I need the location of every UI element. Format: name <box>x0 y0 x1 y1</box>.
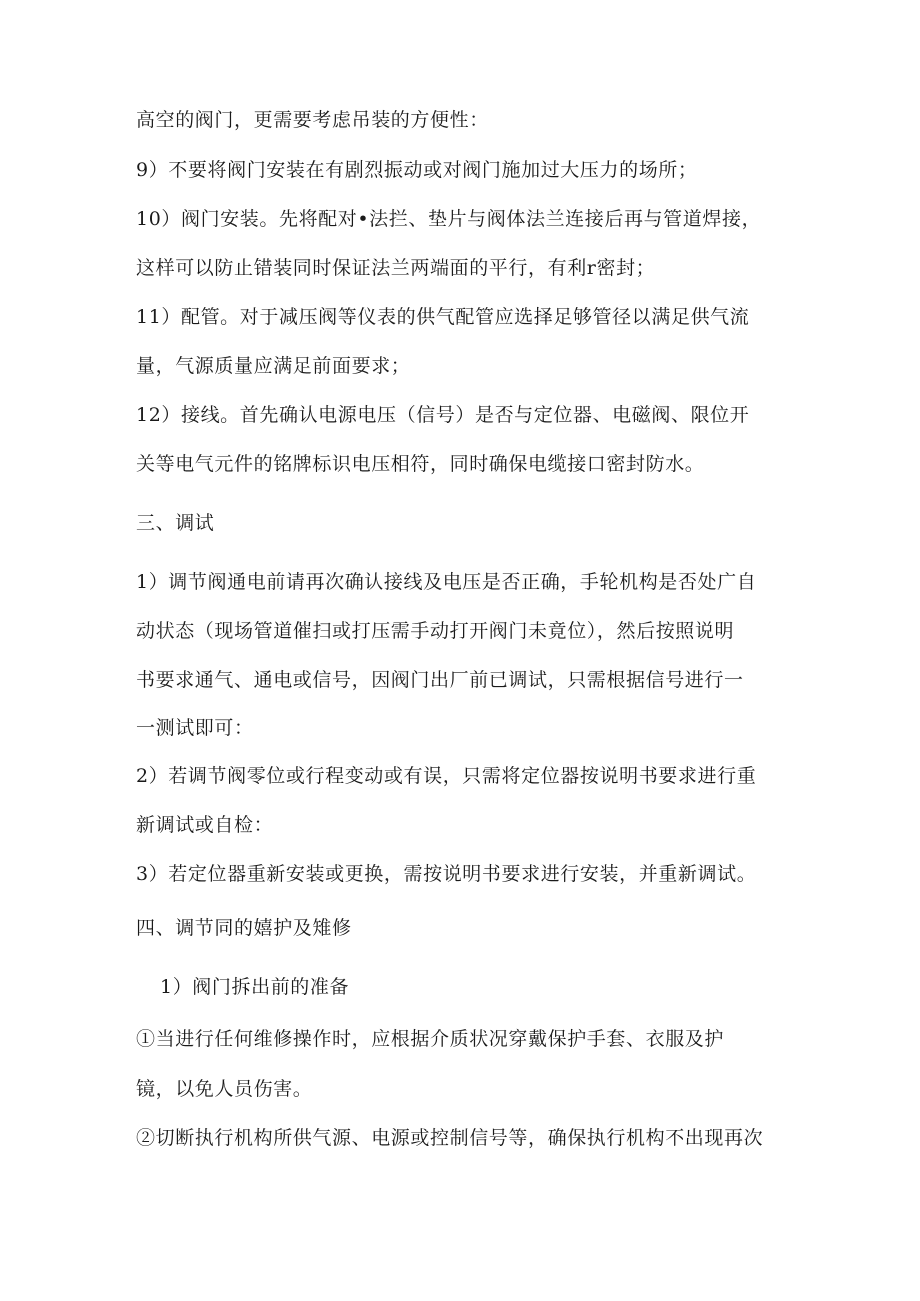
text-line: 一测试即可： <box>136 717 254 739</box>
text-line: 这样可以防止错装同时保证法兰两端面的平行，有利r密封； <box>136 257 656 279</box>
text-line: 11）配管。对于减压阀等仪表的供气配管应选择足够管径以满足供气流 <box>136 306 750 328</box>
text-line: ②切断执行机构所供气源、电源或控制信号等，确保执行机构不出现再次 <box>136 1127 764 1149</box>
text-line: 量，气源质量应满足前面要求； <box>136 355 411 377</box>
text-line: 10）阀门安装。先将配对•法拦、垫片与阀体法兰连接后再与管道焊接， <box>136 208 762 230</box>
section-heading: 三、调试 <box>136 512 215 534</box>
text-line: 书要求通气、通电或信号，因阀门出厂前已调试，只需根据信号进行一 <box>136 669 744 691</box>
text-line: 动状态（现场管道催扫或打压需手动打开阀门未竟位），然后按照说明 <box>136 620 735 642</box>
text-line: 镜，以免人员伤害。 <box>136 1078 313 1100</box>
section-heading: 四、调节同的嬉护及雉修 <box>136 917 352 939</box>
text-line: 1）调节阀通电前请再次确认接线及电压是否正确，手轮机构是否处广自 <box>136 571 757 593</box>
text-line: 2）若调节阀零位或行程变动或有误，只需将定位器按说明书要求进行重 <box>136 765 757 787</box>
text-line: 新调试或自检： <box>136 814 274 836</box>
text-line: 高空的阀门，更需要考虑吊装的方便性： <box>136 109 489 131</box>
text-line: 9）不要将阀门安装在有剧烈振动或对阀门施加过大压力的场所； <box>136 159 698 181</box>
text-line: 12）接线。首先确认电源电压（信号）是否与定位器、电磁阀、限位开 <box>136 404 750 426</box>
text-line: 关等电气元件的铭牌标识电压相符，同时确保电缆接口密封防水。 <box>136 453 705 475</box>
subsection-heading: 1）阀门拆出前的准备 <box>160 976 350 998</box>
text-line: 3）若定位器重新安装或更换，需按说明书要求进行安装，并重新调试。 <box>136 863 757 885</box>
text-line: ①当进行任何维修操作时，应根据介质状况穿戴保护手套、衣服及护 <box>136 1028 725 1050</box>
